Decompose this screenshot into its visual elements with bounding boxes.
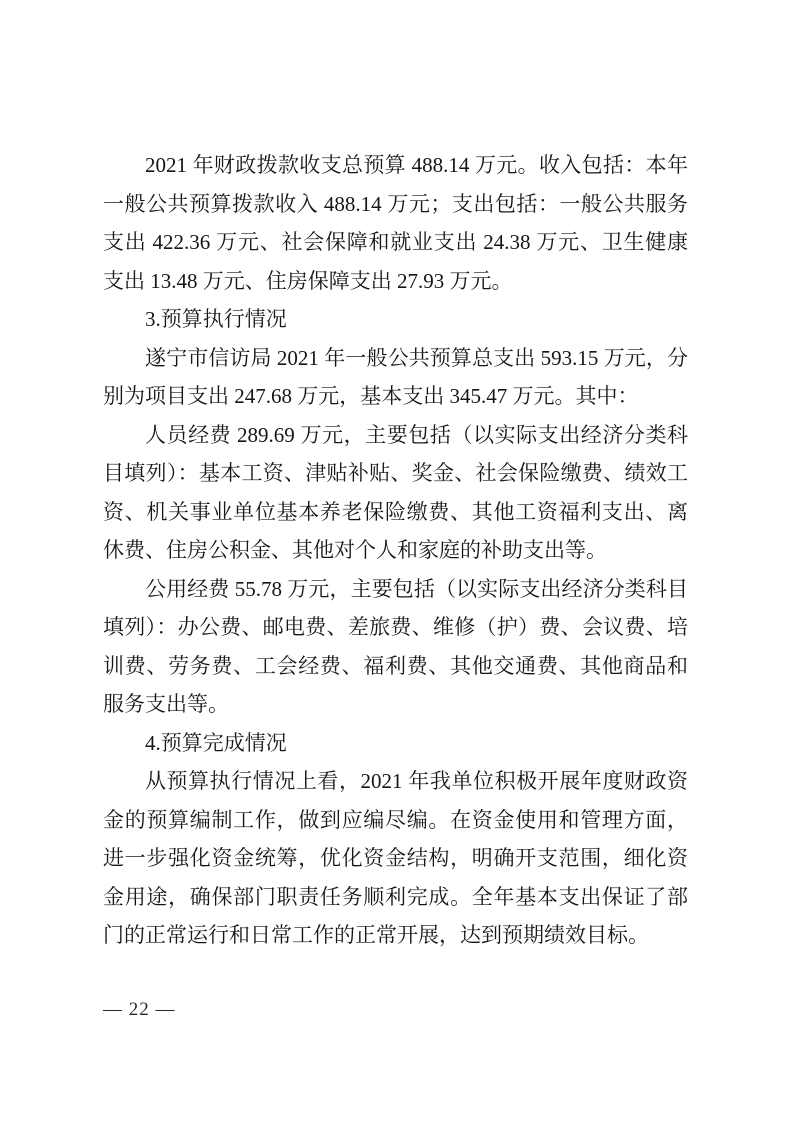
paragraph-total-expenditure: 遂宁市信访局 2021 年一般公共预算总支出 593.15 万元，分别为项目支出 247.68 万元，基本支出 345.47 万元。其中： bbox=[103, 345, 688, 408]
text-block bbox=[103, 146, 688, 955]
section-heading-budget-execution: 3.预算执行情况 bbox=[145, 307, 287, 331]
section-heading-budget-completion: 4.预算完成情况 bbox=[145, 730, 287, 755]
paragraph-budget-completion-detail: 从预算执行情况上看，2021 年我单位积极开展年度财政资金的预算编制工作，做到应编尽编。在资金使用和管理方面，进一步强化资金统筹，优化资金结构，明确开支范围，细化资金用途，确保部门职责任务顺利完成。全年基本支出保证了部门的正常运行和日常工作的正常开展，达到预期绩效目标。 bbox=[103, 769, 688, 947]
paragraph-fiscal-appropriation-summary: 2021 年财政拨款收支总预算 488.14 万元。收入包括：本年一般公共预算拨款收入 488.14 万元；支出包括：一般公共服务支出 422.36 万元、社会保障和就业支出 24.38 万元、卫生健康支出 13.48 万元、住房保障支出 27.93 万元。 bbox=[103, 153, 688, 293]
paragraph-personnel-expenses: 人员经费 289.69 万元，主要包括（以实际支出经济分类科目填列）：基本工资、津贴补贴、奖金、社会保险缴费、绩效工资、机关事业单位基本养老保险缴费、其他工资福利支出、离休费、住房公积金、其他对个人和家庭的补助支出等。 bbox=[103, 422, 688, 562]
paragraph-public-expenses: 公用经费 55.78 万元，主要包括（以实际支出经济分类科目填列）：办公费、邮电费、差旅费、维修（护）费、会议费、培训费、劳务费、工会经费、福利费、其他交通费、其他商品和服务支出等。 bbox=[103, 576, 688, 716]
page-number: — 22 — bbox=[103, 999, 176, 1020]
